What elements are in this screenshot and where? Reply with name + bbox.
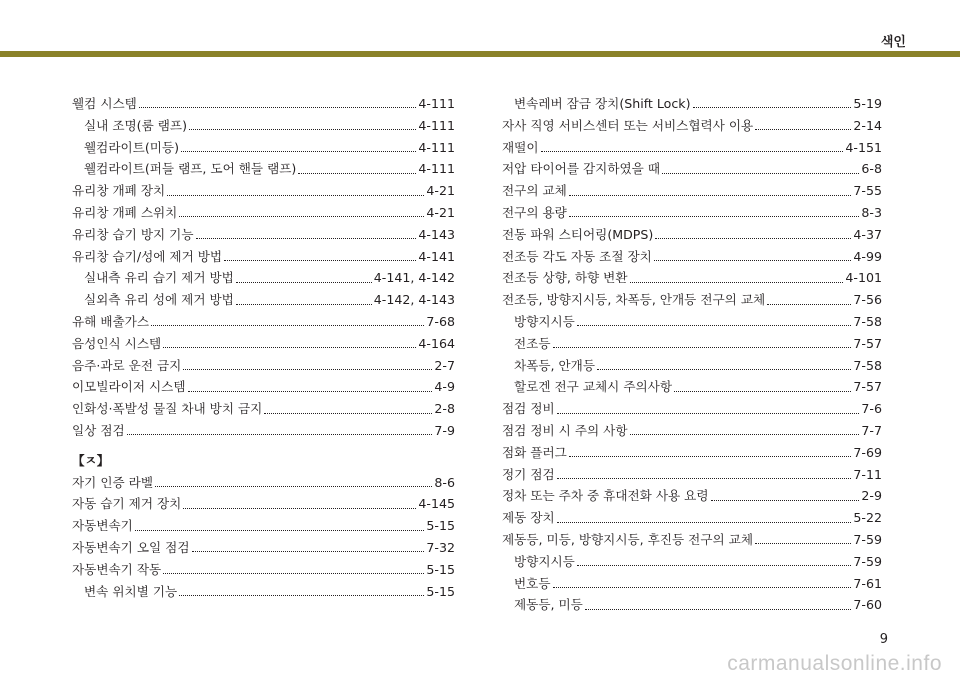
index-entry-label: 자동 습기 제거 장치 bbox=[72, 496, 182, 512]
index-entry-page: 2-8 bbox=[434, 401, 455, 417]
dot-leader bbox=[569, 216, 860, 217]
dot-leader bbox=[151, 325, 424, 326]
dot-leader bbox=[163, 347, 416, 348]
index-entry bbox=[502, 137, 882, 159]
index-entry-page: 4-141 bbox=[418, 248, 455, 264]
dot-leader bbox=[179, 595, 424, 596]
index-entry-label: 변속레버 잠금 장치(Shift Lock) bbox=[514, 96, 691, 111]
index-entry-page: 4-111 bbox=[418, 139, 455, 155]
index-entry-label: 실외측 유리 성에 제거 방법 bbox=[84, 292, 234, 308]
index-entry bbox=[72, 246, 455, 268]
index-entry-label: 유리창 개폐 스위치 bbox=[72, 204, 178, 220]
dot-leader bbox=[196, 238, 417, 239]
index-entry-label: 전조등, 방향지시등, 차폭등, 안개등 전구의 교체 bbox=[502, 292, 766, 308]
index-entry-page: 4-143 bbox=[418, 226, 455, 242]
index-entry bbox=[72, 420, 455, 442]
index-entry-label: 유리창 습기 방지 기능 bbox=[72, 226, 194, 242]
index-entry bbox=[502, 573, 882, 595]
index-entry bbox=[502, 420, 882, 442]
index-entry-page: 7-61 bbox=[853, 575, 882, 591]
index-entry-label: 유해 배출가스 bbox=[72, 313, 149, 329]
index-entry-page: 4-142, 4-143 bbox=[373, 292, 455, 308]
index-entry-label: 실내측 유리 습기 제거 방법 bbox=[84, 270, 234, 286]
index-entry-label: 자동변속기 작동 bbox=[72, 561, 162, 577]
dot-leader bbox=[541, 151, 844, 152]
index-entry-label: 웰컴라이트(미등) bbox=[84, 139, 179, 155]
index-entry bbox=[72, 115, 455, 137]
index-entry-page: 7-69 bbox=[853, 444, 882, 460]
index-entry bbox=[72, 559, 455, 581]
dot-leader bbox=[569, 456, 852, 457]
index-list-left-top bbox=[72, 93, 455, 442]
index-entry-page: 7-7 bbox=[861, 422, 882, 438]
index-entry bbox=[502, 311, 882, 333]
dot-leader bbox=[577, 325, 852, 326]
dot-leader bbox=[188, 391, 433, 392]
index-entry bbox=[72, 137, 455, 159]
index-entry bbox=[502, 158, 882, 180]
index-entry bbox=[502, 594, 882, 616]
dot-leader bbox=[630, 282, 844, 283]
dot-leader bbox=[236, 282, 372, 283]
index-entry-page: 7-32 bbox=[426, 539, 455, 555]
dot-leader bbox=[139, 107, 417, 108]
dot-leader bbox=[767, 304, 851, 305]
index-entry-label: 정기 점검 bbox=[502, 466, 555, 482]
index-entry bbox=[502, 267, 882, 289]
index-entry-label: 실내 조명(룸 램프) bbox=[84, 117, 187, 133]
index-entry-label: 전구의 용량 bbox=[502, 204, 567, 220]
index-entry bbox=[502, 464, 882, 486]
index-entry bbox=[502, 246, 882, 268]
index-entry-label: 전조등 상향, 하향 변환 bbox=[502, 270, 628, 286]
index-entry-page: 4-164 bbox=[418, 335, 455, 351]
dot-leader bbox=[557, 522, 852, 523]
index-entry-label: 전구의 교체 bbox=[502, 183, 567, 199]
dot-leader bbox=[167, 195, 424, 196]
index-entry bbox=[72, 398, 455, 420]
dot-leader bbox=[298, 173, 416, 174]
index-entry-page: 2-9 bbox=[861, 488, 882, 504]
index-entry-label: 점검 정비 bbox=[502, 401, 555, 417]
index-entry-label: 자동변속기 오일 점검 bbox=[72, 539, 190, 555]
index-entry-page: 4-99 bbox=[853, 248, 882, 264]
index-entry-page: 4-111 bbox=[418, 161, 455, 177]
index-entry-label: 방향지시등 bbox=[514, 313, 575, 329]
index-entry-label: 제동등, 미등, 방향지시등, 후진등 전구의 교체 bbox=[502, 531, 754, 547]
index-entry-label: 음주·과로 운전 금지 bbox=[72, 357, 182, 373]
index-entry bbox=[502, 551, 882, 573]
index-entry bbox=[72, 158, 455, 180]
index-entry bbox=[502, 180, 882, 202]
page-title: 색인 bbox=[880, 35, 906, 50]
dot-leader bbox=[557, 413, 860, 414]
index-entry-page: 5-15 bbox=[426, 518, 455, 534]
index-entry-label: 이모빌라이저 시스템 bbox=[72, 379, 186, 395]
index-entry-label: 음성인식 시스템 bbox=[72, 335, 162, 351]
index-entry bbox=[502, 398, 882, 420]
index-entry-label: 저압 타이어를 감지하였을 때 bbox=[502, 161, 660, 177]
index-entry-page: 6-8 bbox=[861, 161, 882, 177]
index-entry bbox=[502, 529, 882, 551]
index-entry-label: 자사 직영 서비스센터 또는 서비스협력사 이용 bbox=[502, 117, 754, 133]
index-entry-page: 5-15 bbox=[426, 583, 455, 599]
index-entry bbox=[502, 507, 882, 529]
dot-leader bbox=[181, 151, 416, 152]
index-list-right bbox=[502, 93, 882, 616]
index-entry-label: 정차 또는 주차 중 휴대전화 사용 요령 bbox=[502, 488, 709, 504]
index-entry bbox=[72, 289, 455, 311]
index-entry-label: 제동등, 미등 bbox=[514, 597, 583, 613]
index-entry-page: 4-21 bbox=[426, 204, 455, 220]
dot-leader bbox=[569, 195, 852, 196]
dot-leader bbox=[155, 486, 432, 487]
index-entry-page: 4-37 bbox=[853, 226, 882, 242]
index-entry-label: 변속 위치별 기능 bbox=[84, 583, 178, 599]
index-entry-page: 4-111 bbox=[418, 117, 455, 133]
index-entry-page: 2-7 bbox=[434, 357, 455, 373]
index-entry-label: 유리창 개폐 장치 bbox=[72, 183, 166, 199]
index-entry bbox=[72, 537, 455, 559]
index-entry-label: 제동 장치 bbox=[502, 510, 555, 526]
index-entry bbox=[502, 202, 882, 224]
index-entry-page: 4-151 bbox=[845, 139, 882, 155]
dot-leader bbox=[597, 369, 851, 370]
index-entry-label: 자기 인증 라벨 bbox=[72, 474, 153, 490]
index-entry bbox=[72, 267, 455, 289]
index-entry-page: 4-111 bbox=[418, 96, 455, 111]
index-entry bbox=[502, 376, 882, 398]
index-entry bbox=[502, 289, 882, 311]
index-column-right bbox=[502, 93, 882, 616]
dot-leader bbox=[662, 173, 859, 174]
index-entry bbox=[72, 333, 455, 355]
dot-leader bbox=[135, 530, 425, 531]
index-entry bbox=[502, 224, 882, 246]
index-entry-page: 4-145 bbox=[418, 496, 455, 512]
dot-leader bbox=[693, 107, 852, 108]
index-entry bbox=[502, 93, 882, 115]
index-entry-page: 7-55 bbox=[853, 183, 882, 199]
dot-leader bbox=[236, 304, 372, 305]
index-entry-page: 5-19 bbox=[853, 96, 882, 111]
dot-leader bbox=[553, 587, 852, 588]
header-rule bbox=[0, 51, 960, 57]
index-entry bbox=[72, 515, 455, 537]
index-entry-label: 점검 정비 시 주의 사항 bbox=[502, 422, 628, 438]
index-entry bbox=[502, 115, 882, 137]
index-entry bbox=[502, 442, 882, 464]
index-entry-page: 7-6 bbox=[861, 401, 882, 417]
dot-leader bbox=[224, 260, 416, 261]
dot-leader bbox=[163, 573, 424, 574]
index-entry-label: 재떨이 bbox=[502, 139, 539, 155]
dot-leader bbox=[183, 508, 416, 509]
index-entry-page: 7-58 bbox=[853, 357, 882, 373]
dot-leader bbox=[711, 500, 860, 501]
dot-leader bbox=[189, 129, 416, 130]
index-entry-label: 자동변속기 bbox=[72, 518, 133, 534]
index-list-left-bottom bbox=[72, 472, 455, 603]
dot-leader bbox=[127, 434, 433, 435]
index-entry-page: 4-141, 4-142 bbox=[373, 270, 455, 286]
index-entry-page: 8-3 bbox=[861, 204, 882, 220]
index-entry bbox=[502, 333, 882, 355]
dot-leader bbox=[655, 238, 851, 239]
index-entry-page: 7-11 bbox=[853, 466, 882, 482]
index-entry-label: 전조등 bbox=[514, 335, 551, 351]
index-entry bbox=[72, 493, 455, 515]
index-entry bbox=[72, 202, 455, 224]
dot-leader bbox=[192, 551, 425, 552]
index-entry bbox=[502, 355, 882, 377]
index-entry-page: 7-68 bbox=[426, 313, 455, 329]
dot-leader bbox=[557, 478, 852, 479]
dot-leader bbox=[654, 260, 852, 261]
index-entry-label: 점화 플러그 bbox=[502, 444, 567, 460]
index-entry-page: 4-9 bbox=[434, 379, 455, 395]
index-entry-page: 7-57 bbox=[853, 335, 882, 351]
index-entry-label: 웰컴라이트(퍼들 램프, 도어 핸들 램프) bbox=[84, 161, 297, 177]
index-entry bbox=[72, 472, 455, 494]
index-entry-page: 5-15 bbox=[426, 561, 455, 577]
dot-leader bbox=[183, 369, 432, 370]
index-entry-label: 유리창 습기/성에 제거 방법 bbox=[72, 248, 223, 264]
index-entry bbox=[502, 485, 882, 507]
index-entry-page: 7-60 bbox=[853, 597, 882, 613]
index-entry bbox=[72, 93, 455, 115]
index-entry-label: 전동 파워 스티어링(MDPS) bbox=[502, 226, 654, 242]
section-heading-jieut: 【ㅈ】 bbox=[72, 452, 110, 468]
index-entry-label: 일상 점검 bbox=[72, 422, 125, 438]
page-header bbox=[0, 0, 960, 55]
page-number: 9 bbox=[879, 632, 888, 647]
index-entry-label: 인화성·폭발성 물질 차내 방치 금지 bbox=[72, 401, 263, 417]
dot-leader bbox=[755, 129, 851, 130]
index-entry-page: 4-101 bbox=[845, 270, 882, 286]
index-entry-label: 방향지시등 bbox=[514, 553, 575, 569]
dot-leader bbox=[755, 543, 851, 544]
index-entry bbox=[72, 376, 455, 398]
index-entry-page: 7-59 bbox=[853, 553, 882, 569]
index-entry bbox=[72, 581, 455, 603]
dot-leader bbox=[630, 434, 860, 435]
index-entry-label: 웰컴 시스템 bbox=[72, 96, 137, 111]
dot-leader bbox=[553, 347, 852, 348]
index-entry-page: 4-21 bbox=[426, 183, 455, 199]
dot-leader bbox=[577, 565, 852, 566]
index-entry bbox=[72, 355, 455, 377]
index-entry-page: 7-58 bbox=[853, 313, 882, 329]
index-entry-label: 할로겐 전구 교체시 주의사항 bbox=[514, 379, 672, 395]
index-column-left bbox=[72, 93, 455, 602]
watermark: carmanualsonline.info bbox=[727, 652, 942, 675]
index-entry bbox=[72, 180, 455, 202]
index-entry-page: 7-56 bbox=[853, 292, 882, 308]
index-entry-page: 7-9 bbox=[434, 422, 455, 438]
dot-leader bbox=[264, 413, 432, 414]
dot-leader bbox=[674, 391, 851, 392]
dot-leader bbox=[585, 609, 852, 610]
index-entry-label: 번호등 bbox=[514, 575, 551, 591]
index-entry bbox=[72, 311, 455, 333]
index-entry-page: 5-22 bbox=[853, 510, 882, 526]
index-entry-page: 7-57 bbox=[853, 379, 882, 395]
index-entry-page: 2-14 bbox=[853, 117, 882, 133]
dot-leader bbox=[179, 216, 424, 217]
index-entry-page: 8-6 bbox=[434, 474, 455, 490]
index-entry bbox=[72, 224, 455, 246]
index-entry-page: 7-59 bbox=[853, 531, 882, 547]
index-entry-label: 차폭등, 안개등 bbox=[514, 357, 595, 373]
index-entry-label: 전조등 각도 자동 조절 장치 bbox=[502, 248, 652, 264]
